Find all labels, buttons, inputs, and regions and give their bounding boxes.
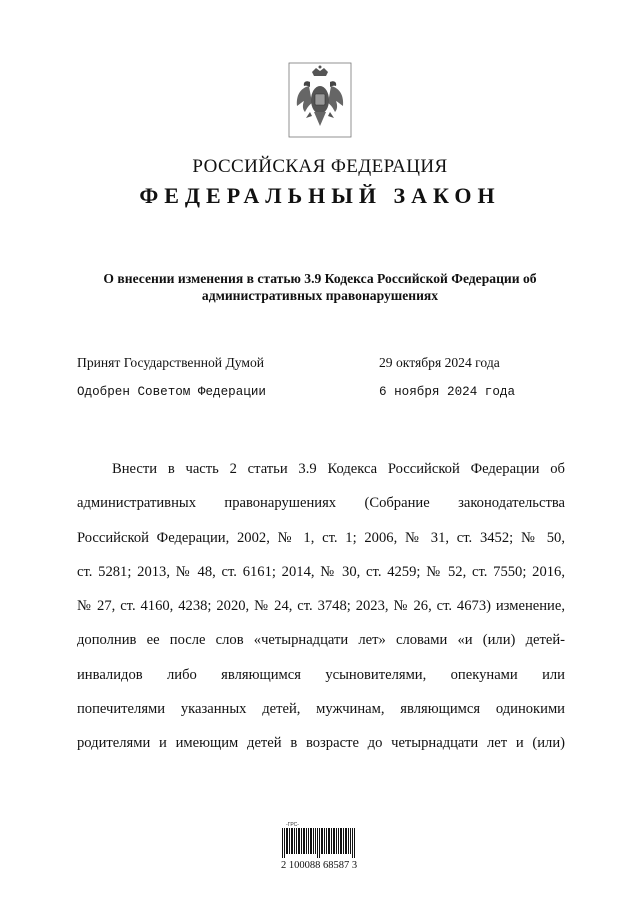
country-heading: РОССИЙСКАЯ ФЕДЕРАЦИЯ	[192, 156, 448, 177]
law-title: О внесении изменения в статью 3.9 Кодекса Российской Федерации об административных правонарушениях	[103, 271, 537, 303]
body-line: дополнив ее после слов «четырнадцати лет» словами «и (или) детей-	[77, 632, 565, 649]
coat-of-arms-icon	[288, 62, 352, 138]
barcode-mark: -ГРС-	[286, 822, 299, 828]
duma-date: 29 октября 2024 года	[379, 355, 500, 370]
body-line: ст. 5281; 2013, № 48, ст. 6161; 2014, № 30, ст. 4259; № 52, ст. 7550; 2016,	[77, 563, 565, 580]
barcode-number: 2 100088 68587 3	[280, 860, 358, 871]
body-line: инвалидов либо являющимся усыновителями, опекунами или	[77, 666, 565, 683]
body-line: административных правонарушениях (Собрание законодательства	[77, 495, 565, 512]
body-line: Российской Федерации, 2002, № 1, ст. 1; 2006, № 31, ст. 3452; № 50,	[77, 529, 565, 546]
body-line: Внести в часть 2 статьи 3.9 Кодекса Российской Федерации об	[112, 461, 565, 477]
body-line: попечителями указанных детей, мужчинам, являющимся одинокими	[77, 701, 565, 718]
document-type-heading: ФЕДЕРАЛЬНЫЙ ЗАКОН	[139, 183, 501, 208]
law-body-text	[77, 458, 565, 767]
council-date: 6 ноября 2024 года	[379, 385, 516, 399]
body-line: родителями и имеющим детей в возрасте до четырнадцати лет и (или)	[77, 735, 565, 752]
document-barcode	[270, 822, 370, 872]
barcode-bars	[282, 828, 358, 858]
body-line: № 27, ст. 4160, 4238; 2020, № 24, ст. 3748; 2023, № 26, ст. 4673) изменение,	[77, 598, 565, 615]
duma-label: Принят Государственной Думой	[77, 355, 265, 370]
council-label: Одобрен Советом Федерации	[77, 385, 266, 399]
